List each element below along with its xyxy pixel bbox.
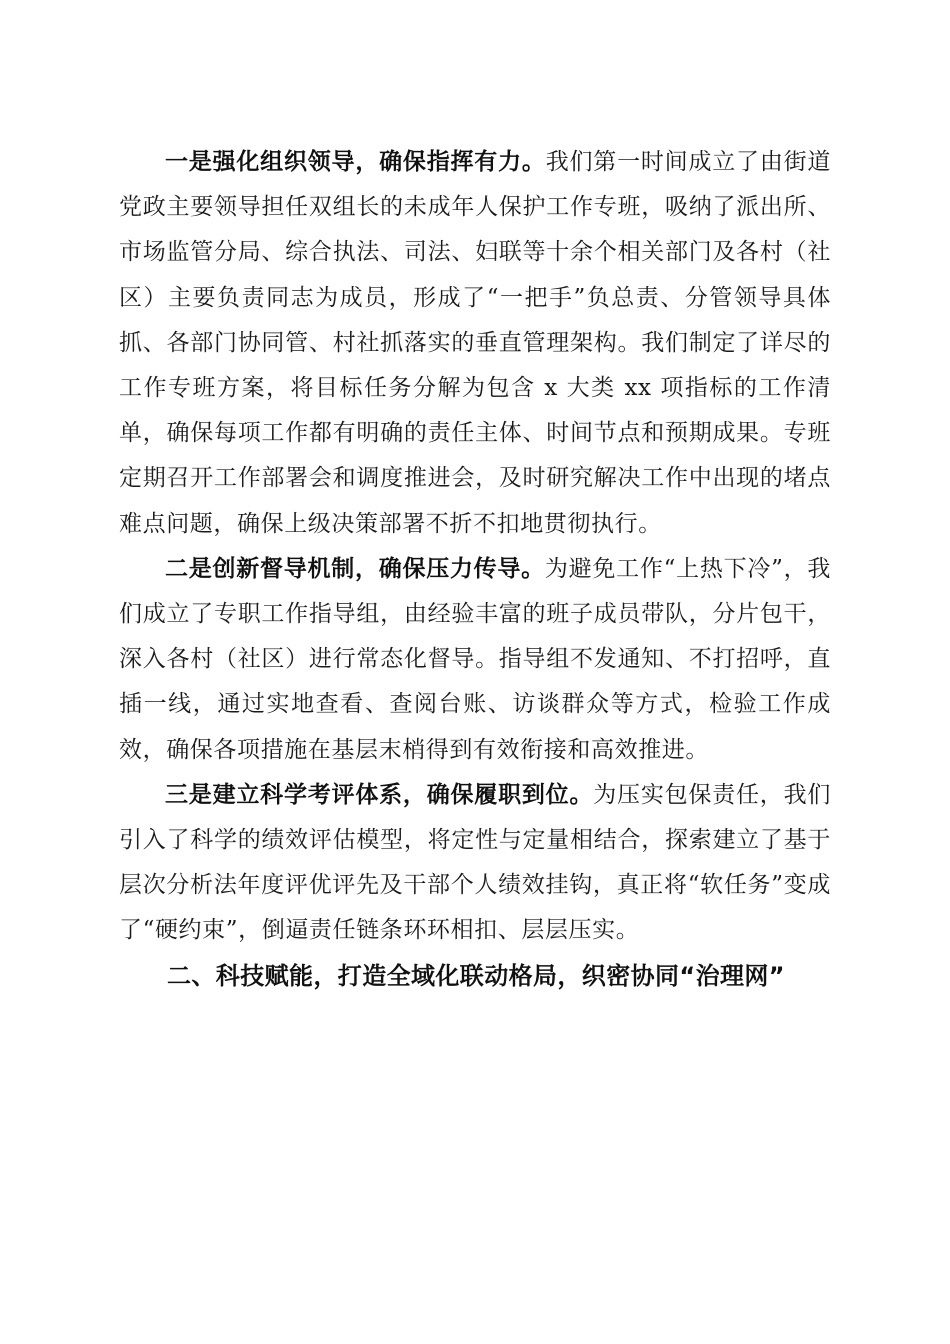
paragraph-lead: 三是建立科学考评体系，确保履职到位。 bbox=[165, 781, 594, 808]
paragraph-lead: 二是创新督导机制，确保压力传导。 bbox=[165, 555, 545, 582]
paragraph-supervision-mechanism bbox=[119, 547, 831, 773]
paragraph-text: 为避免工作“上热下冷”，我们成立了专职工作指导组，由经验丰富的班子成员带队，分片包干，深入各村（社区）进行常态化督导。指导组不发通知、不打招呼，直插一线，通过实地查看、查阅台账、访谈群众等方式，检验工作成效，确保各项措施在基层末梢得到有效衔接和高效推进。 bbox=[119, 555, 831, 763]
section-heading: 二、科技赋能，打造全域化联动格局，织密协同“治理网” bbox=[167, 961, 785, 990]
paragraph-text: 我们第一时间成立了由街道党政主要领导担任双组长的未成年人保护工作专班，吸纳了派出所、市场监管分局、综合执法、司法、妇联等十余个相关部门及各村（社区）主要负责同志为成员，形成了“一把手”负总责、分管领导具体抓、各部门协同管、村社抓落实的垂直管理架构。我们制定了详尽的工作专班方案，将目标任务分解为包含 x 大类 xx 项指标的工作清单，确保每项工作都有明确的责任主体、时间节点和预期成果。专班定期召开工作部署会和调度推进会，及时研究解决工作中出现的堵点难点问题，确保上级决策部署不折不扣地贯彻执行。 bbox=[119, 149, 832, 537]
paragraph-evaluation-system bbox=[119, 773, 831, 954]
paragraph-organization-leadership bbox=[119, 140, 831, 547]
document-body bbox=[119, 140, 831, 999]
paragraph-text: 为压实包保责任，我们引入了科学的绩效评估模型，将定性与定量相结合，探索建立了基于层次分析法年度评优评先及干部个人绩效挂钩，真正将“软任务”变成了“硬约束”，倒逼责任链条环环相扣、层层压实。 bbox=[119, 781, 831, 944]
paragraph-lead: 一是强化组织领导，确保指挥有力。 bbox=[165, 149, 546, 175]
